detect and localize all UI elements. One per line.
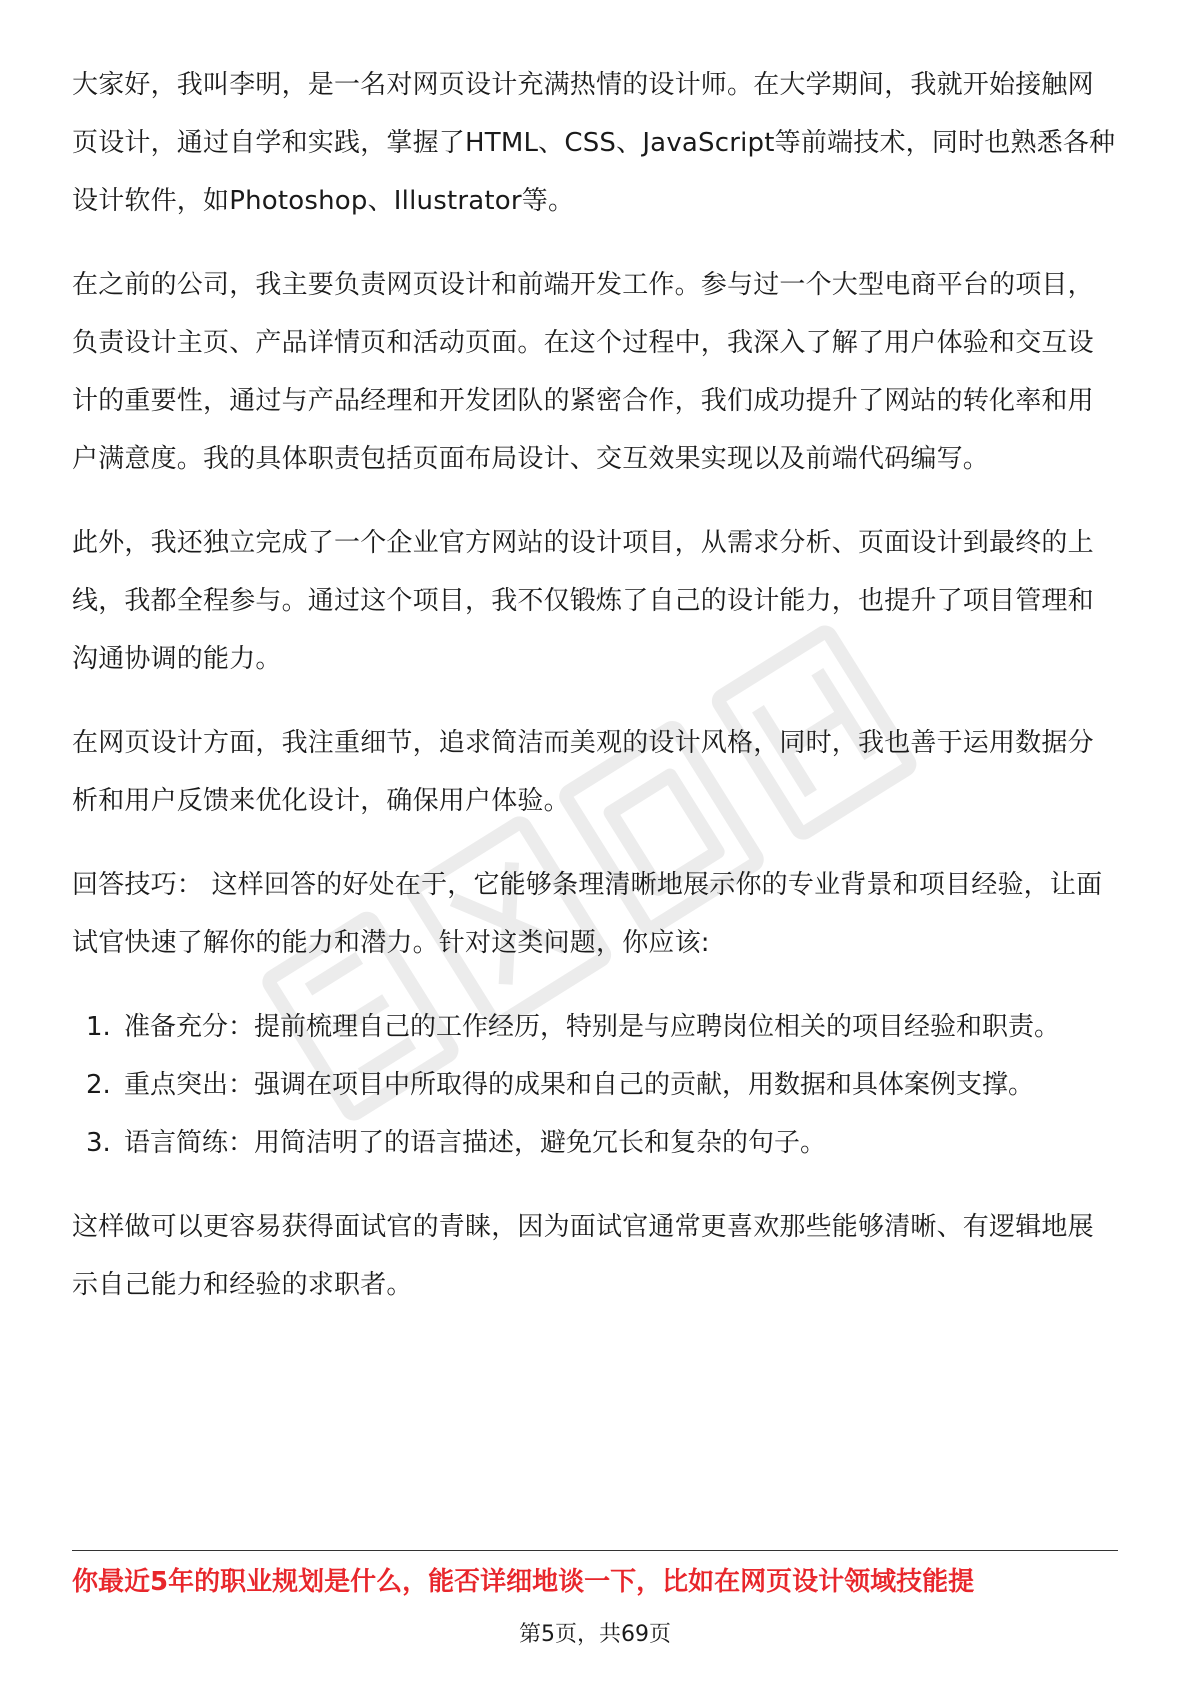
list-item-number: 2. (86, 1070, 111, 1100)
list-item (72, 1056, 1118, 1114)
section-divider (72, 1550, 1118, 1551)
paragraph-answer-tips: 回答技巧： 这样回答的好处在于，它能够条理清晰地展示你的专业背景和项目经验，让面试官快速了解你的能力和潜力。针对这类问题，你应该: (72, 870, 1103, 958)
paragraph-independent-project: 此外，我还独立完成了一个企业官方网站的设计项目，从需求分析、页面设计到最终的上线，我都全程参与。通过这个项目，我不仅锻炼了自己的设计能力，也提升了项目管理和沟通协调的能力。 (72, 528, 1094, 674)
page-number-footer: 第5页，共69页 (519, 1622, 671, 1647)
paragraph-previous-company: 在之前的公司，我主要负责网页设计和前端开发工作。参与过一个大型电商平台的项目，负责设计主页、产品详情页和活动页面。在这个过程中，我深入了解了用户体验和交互设计的重要性，通过与产品经理和开发团队的紧密合作，我们成功提升了网站的转化率和用户满意度。我的具体职责包括页面布局设计、交互效果实现以及前端代码编写。 (72, 270, 1094, 474)
list-item-text: 准备充分：提前梳理自己的工作经历，特别是与应聘岗位相关的项目经验和职责。 (124, 1012, 1061, 1042)
list-item-text: 语言简练：用简洁明了的语言描述，避免冗长和复杂的句子。 (124, 1128, 827, 1158)
list-item-number: 1. (86, 1012, 111, 1042)
paragraph-design-approach: 在网页设计方面，我注重细节，追求简洁而美观的设计风格，同时，我也善于运用数据分析和用户反馈来优化设计，确保用户体验。 (72, 728, 1094, 816)
paragraph-closing: 这样做可以更容易获得面试官的青睐，因为面试官通常更喜欢那些能够清晰、有逻辑地展示自己能力和经验的求职者。 (72, 1212, 1094, 1300)
list-item (72, 998, 1118, 1056)
next-question-heading: 你最近5年的职业规划是什么，能否详细地谈一下，比如在网页设计领域技能提 (72, 1567, 975, 1597)
list-item (72, 1114, 1118, 1172)
list-item-text: 重点突出：强调在项目中所取得的成果和自己的贡献，用数据和具体案例支撑。 (124, 1070, 1035, 1100)
tips-list (72, 998, 1118, 1172)
list-item-number: 3. (86, 1128, 111, 1158)
document-body (72, 56, 1118, 1340)
paragraph-intro: 大家好，我叫李明，是一名对网页设计充满热情的设计师。在大学期间，我就开始接触网页设计，通过自学和实践，掌握了HTML、CSS、JavaScript等前端技术，同时也熟悉各种设计软件，如Photoshop、Illustrator等。 (72, 70, 1116, 216)
